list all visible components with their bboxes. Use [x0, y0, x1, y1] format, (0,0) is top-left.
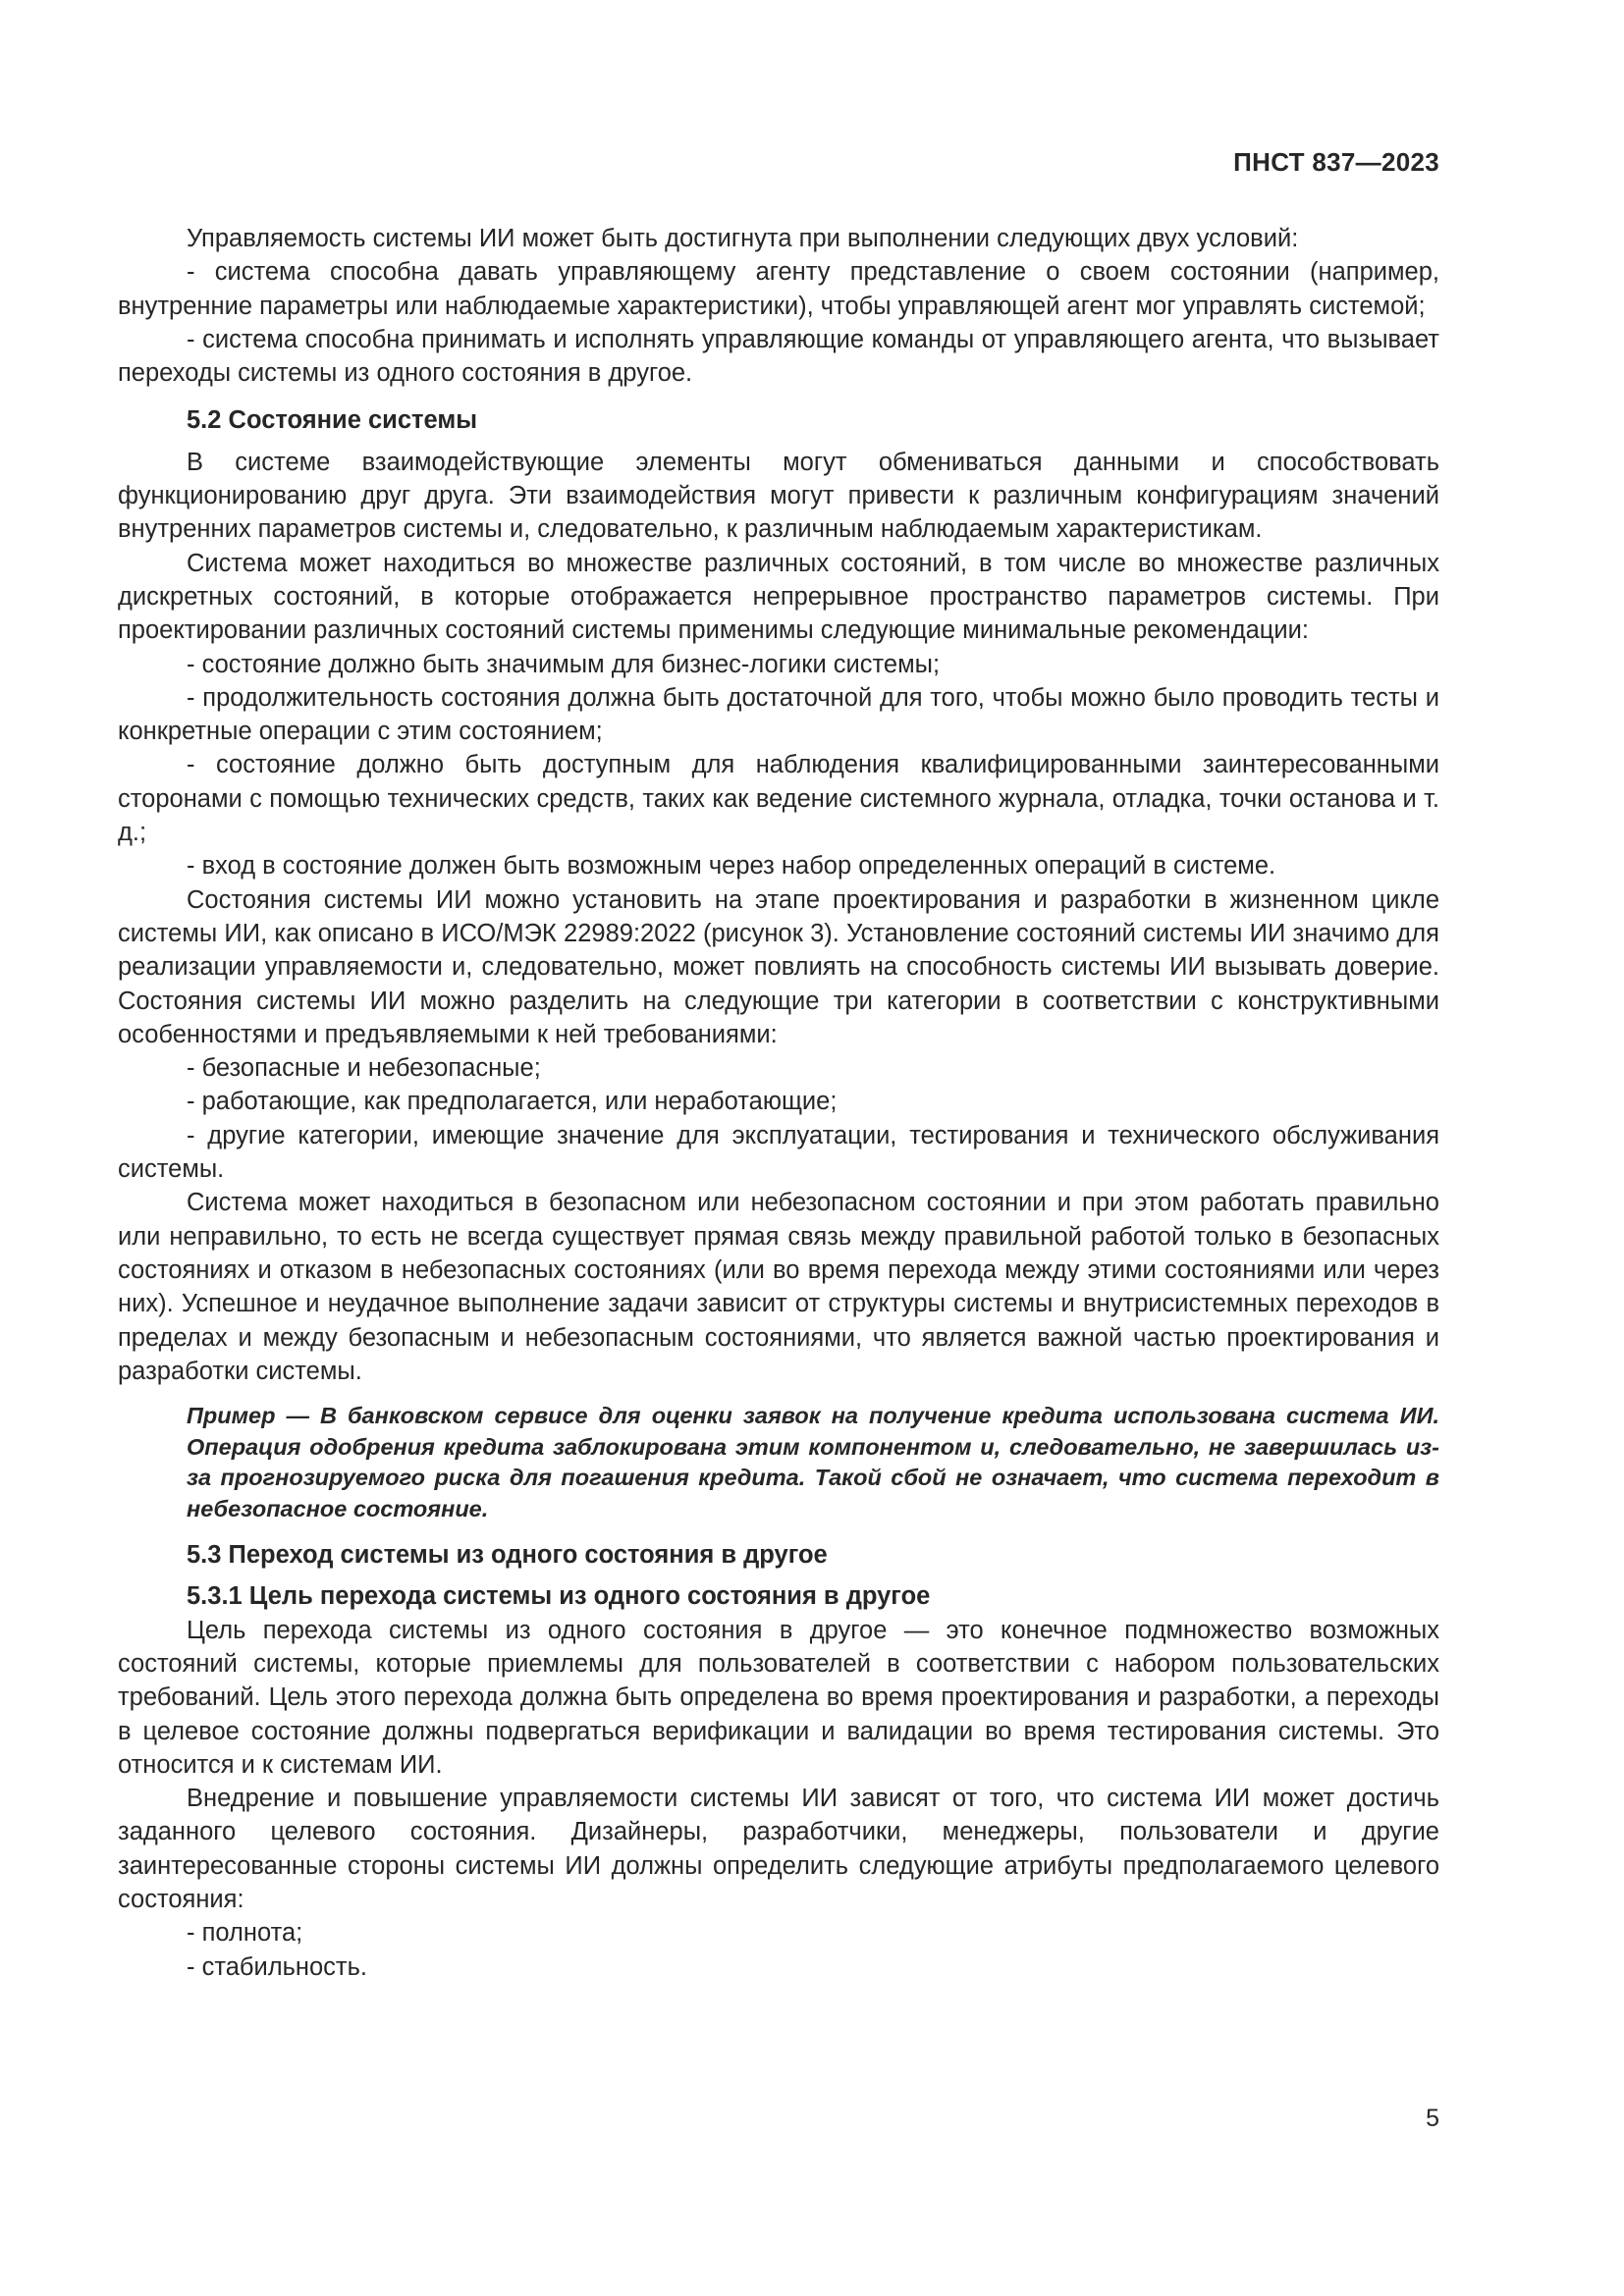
- list-item: - работающие, как предполагается, или неработающие;: [187, 1088, 838, 1116]
- list-item: - безопасные и небезопасные;: [187, 1054, 541, 1083]
- section-heading-5-2: 5.2 Состояние системы: [187, 406, 478, 435]
- paragraph: Система может находиться в безопасном или небезопасном состоянии и при этом работать правильно или неправильно, то есть не всегда существует прямая связь между правильной работой только в безопасных состояниях и отказом в небезопасных состояниях (или во время перехода между этими состояниями или через них). Успешное и неудачное выполнение задачи зависит от структуры системы и внутрисистемных переходов в пределах и между безопасным и небезопасным состояниями, что является важной частью проектирования и разработки системы.: [118, 1189, 1439, 1385]
- list-item: - состояние должно быть значимым для бизнес-логики системы;: [187, 650, 941, 678]
- list-item: - стабильность.: [187, 1952, 367, 1981]
- paragraph: Внедрение и повышение управляемости системы ИИ зависят от того, что система ИИ может достичь заданного целевого состояния. Дизайнеры, разработчики, менеджеры, пользователи и другие заинтересованные стороны системы ИИ должны определить следующие атрибуты предполагаемого целевого состояния:: [118, 1785, 1439, 1914]
- paragraph: Состояния системы ИИ можно установить на этапе проектирования и разработки в жизненном цикле системы ИИ, как описано в ИСО/МЭК 22989:2022 (рисунок 3). Установление состояний системы ИИ значимо для реализации управляемости и, следовательно, может повлиять на способность системы ИИ вызывать доверие. Состояния системы ИИ можно разделить на следующие три категории в соответствии с конструктивными особенностями и предъявляемыми к ней требованиями:: [118, 885, 1439, 1048]
- paragraph: Система может находиться во множестве различных состояний, в том числе во множестве различных дискретных состояний, в которые отображается непрерывное пространство параметров системы. При проектировании различных состояний системы применимы следующие минимальные рекомендации:: [118, 549, 1439, 645]
- list-item: - полнота;: [187, 1919, 303, 1948]
- list-item: - продолжительность состояния должна быть достаточной для того, чтобы можно было проводить тесты и конкретные операции с этим состоянием;: [118, 683, 1439, 746]
- example-note: Пример — В банковском сервисе для оценки заявок на получение кредита использована система ИИ. Операция одобрения кредита заблокирована этим компонентом и, следовательно, не завершилась из-за прогнозируемого риска для погашения кредита. Такой сбой не означает, что система переходит в небезопасное состояние.: [187, 1403, 1439, 1522]
- list-item: - система способна давать управляющему агенту представление о своем состоянии (например, внутренние параметры или наблюдаемые характеристики), чтобы управляющей агент мог управлять системой;: [118, 258, 1439, 320]
- paragraph: Цель перехода системы из одного состояния в другое — это конечное подмножество возможных состояний системы, которые приемлемы для пользователей в соответствии с набором пользовательских требований. Цель этого перехода должна быть определена во время проектирования и разработки, а переходы в целевое состояние должны подвергаться верификации и валидации во время тестирования системы. Это относится и к системам ИИ.: [118, 1616, 1439, 1779]
- list-item: - другие категории, имеющие значение для эксплуатации, тестирования и технического обслуживания системы.: [118, 1121, 1439, 1184]
- subsection-heading-5-3-1: 5.3.1 Цель перехода системы из одного состояния в другое: [187, 1582, 931, 1611]
- document-page: [118, 0, 1439, 2296]
- document-id: ПНСТ 837—2023: [1233, 147, 1439, 177]
- list-item: - вход в состояние должен быть возможным через набор определенных операций в системе.: [187, 852, 1276, 881]
- section-heading-5-3: 5.3 Переход системы из одного состояния в другое: [187, 1541, 828, 1570]
- paragraph: Управляемость системы ИИ может быть достигнута при выполнении следующих двух условий:: [187, 225, 1299, 252]
- list-item: - состояние должно быть доступным для наблюдения квалифицированными заинтересованными сторонами с помощью технических средств, таких как ведение системного журнала, отладка, точки останова и т. д.;: [118, 751, 1439, 847]
- list-item: - система способна принимать и исполнять управляющие команды от управляющего агента, что вызывает переходы системы из одного состояния в другое.: [118, 325, 1439, 388]
- paragraph: В системе взаимодействующие элементы могут обмениваться данными и способствовать функционированию друг друга. Эти взаимодействия могут привести к различным конфигурациям значений внутренних параметров системы и, следовательно, к различным наблюдаемым характеристикам.: [118, 448, 1439, 544]
- document-body: [118, 222, 1439, 1984]
- page-number: 5: [1426, 2105, 1439, 2132]
